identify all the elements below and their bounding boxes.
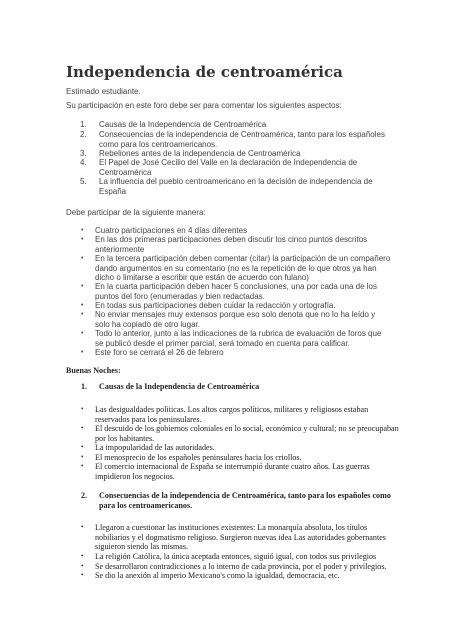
bullet-icon: • (81, 330, 84, 337)
aspect-text: La influencia del pueblo centroamericano en la decisión de independencia de España (99, 177, 373, 196)
bullet-icon: • (81, 236, 84, 243)
intro-text: Su participación en este foro debe ser para comentar los siguientes aspectos: (66, 101, 342, 110)
section-number: 2. (81, 491, 88, 500)
bullet-icon: • (81, 562, 84, 570)
bullet-icon: • (81, 255, 84, 262)
section-item-text: Las desigualdades políticas. Los altos cargos políticos, militares y religiosos estaban reservados para los peninsulares. (95, 405, 369, 424)
instruction-text: En todas sus participaciones deben cuidar la redacción y ortografía. (95, 301, 336, 310)
section-item-text: Se desarrollaron contradicciones a lo interno de cada provincia, por el poder y privilegios. (95, 562, 387, 571)
page-title: Independencia de centroamérica (66, 63, 343, 81)
aspect-text: Rebeliones antes de la independencia de Centroamérica (99, 149, 301, 158)
aspect-number: 1. (80, 120, 87, 129)
bullet-icon: • (81, 349, 84, 356)
bullet-icon: • (81, 462, 84, 470)
section-item-text: El comercio internacional de España se interrumpió durante cuatro años. Las guerras impidieron los negocios. (95, 462, 370, 481)
aspect-number: 4. (80, 158, 87, 167)
bullet-icon: • (81, 227, 84, 234)
bullet-icon: • (81, 443, 84, 451)
section-item-text: Llegaron a cuestionar las instituciones existentes: La monarquía absoluta, los títulos nobiliarios y el dogmatismo religioso. Surgieron nuevas idea Las autoridades gobernantes siguieron siendo las mismas. (95, 523, 386, 552)
bullet-icon: • (81, 302, 84, 309)
bullet-icon: • (81, 424, 84, 432)
bullet-icon: • (81, 283, 84, 290)
instruction-text: En la cuarta participación deben hacer 5 conclusiones, una por cada una de los puntos del foro (enumeradas y bien redactadas. (95, 282, 377, 301)
instruction-text: Este foro se cerrará el 26 de febrero (95, 348, 224, 357)
bullet-icon: • (81, 523, 84, 531)
instruction-text: En la tercera participación deben comentar (citar) la participación de un compañero dando argumentos en su comentario (no es la repetición de lo que otros ya han dicho o limitarse a escribir que están de acuerdo con fulano) (95, 254, 391, 282)
bullet-icon: • (81, 571, 84, 579)
section-item-text: El descuido de los gobiernos coloniales en lo social, económico y cultural; no se preocupaban por los habitantes. (95, 424, 399, 443)
aspect-number: 3. (80, 149, 87, 158)
aspect-number: 2. (80, 130, 87, 139)
greeting-text: Estimado estudiante. (66, 87, 141, 96)
bullet-icon: • (81, 453, 84, 461)
section-item-text: La religión Católica, la única aceptada entonces, siguió igual, con todos sus privilegios (95, 552, 377, 561)
instruction-text: No enviar mensajes muy extensos porque eso solo denota que no lo ha leído y solo ha copiado de otro lugar. (95, 310, 376, 329)
section-heading-text: Causas de la Independencia de Centroamérica (99, 382, 260, 391)
instructions-intro: Debe participar de la siguiente manera: (66, 208, 206, 217)
instruction-text: En las dos primeras participaciones deben discutir los cinco puntos descritos anteriormente (95, 235, 368, 254)
bullet-icon: • (81, 311, 84, 318)
aspect-text: Causas de la Independencia de Centroamérica (99, 120, 267, 129)
section-item-text: La impopularidad de las autoridades. (95, 443, 215, 452)
section-heading-text: Consecuencias de la independencia de Centroamérica, tanto para los españoles como para los centroamericanos. (99, 491, 391, 510)
section-item-text: Se dio la anexión al imperio Mexicano's como la igualdad, democracia, etc. (95, 571, 340, 580)
aspect-text: Consecuencias de la independencia de Centroamérica, tanto para los españoles como para los centroamericanos. (99, 130, 385, 149)
bullet-icon: • (81, 405, 84, 413)
section-number: 1. (81, 382, 88, 391)
aspect-text: El Papel de José Cecilio del Valle en la declaración de Independencia de Centroamérica (99, 158, 358, 177)
section-item-text: El menosprecio de los españoles peninsulares hacia los criollos. (95, 453, 302, 462)
instruction-text: Todo lo anterior, junto a las indicaciones de la rubrica de evaluación de foros que se publicó desde el primer parcial, será tomado en cuenta para calificar. (95, 329, 382, 348)
bullet-icon: • (81, 552, 84, 560)
instruction-text: Cuatro participaciones en 4 días diferentes (95, 226, 248, 235)
aspect-number: 5. (80, 177, 87, 186)
salutation-text: Buenas Noches: (66, 366, 121, 375)
